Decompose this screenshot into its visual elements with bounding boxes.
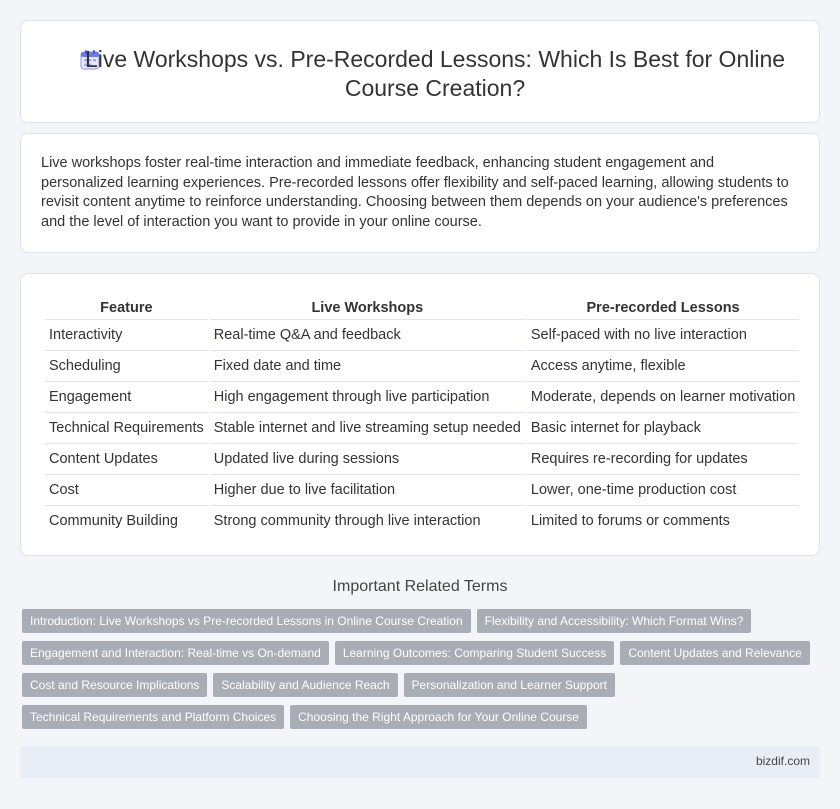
related-term-tag[interactable]: Scalability and Audience Reach xyxy=(213,673,397,697)
related-term-tag[interactable]: Flexibility and Accessibility: Which Format Wins? xyxy=(477,609,752,633)
site-link[interactable]: bizdif.com xyxy=(755,754,810,768)
feature-cell: Technical Requirements xyxy=(45,413,208,444)
intro-card xyxy=(20,133,820,253)
recorded-cell: Moderate, depends on learner motivation xyxy=(527,382,799,413)
title-card xyxy=(20,20,820,123)
comparison-card xyxy=(20,273,820,556)
feature-cell: Community Building xyxy=(49,513,178,529)
related-term-tag[interactable]: Content Updates and Relevance xyxy=(620,641,809,665)
live-cell: Higher due to live facilitation xyxy=(210,475,525,506)
related-term-tag[interactable]: Technical Requirements and Platform Choices xyxy=(22,705,284,729)
comparison-table xyxy=(43,295,801,536)
table-row xyxy=(45,444,799,475)
feature-cell: Engagement xyxy=(45,382,208,413)
recorded-cell: Requires re-recording for updates xyxy=(527,444,799,475)
live-cell: Updated live during sessions xyxy=(210,444,525,475)
feature-cell: Cost xyxy=(45,475,208,506)
recorded-cell: Limited to forums or comments xyxy=(530,513,730,529)
table-row xyxy=(45,413,799,444)
related-term-tag[interactable]: Introduction: Live Workshops vs Pre-recorded Lessons in Online Course Creation xyxy=(22,609,471,633)
related-term-tag[interactable]: Learning Outcomes: Comparing Student Success xyxy=(335,641,614,665)
live-cell: Stable internet and live streaming setup needed xyxy=(210,413,525,444)
live-cell: Real-time Q&A and feedback xyxy=(210,320,525,351)
table-row xyxy=(45,475,799,506)
table-row xyxy=(45,320,799,351)
table-row xyxy=(45,506,799,536)
recorded-cell: Self-paced with no live interaction xyxy=(527,320,799,351)
recorded-cell: Access anytime, flexible xyxy=(527,351,799,382)
header-pre-recorded-lessons: Pre-recorded Lessons xyxy=(527,295,799,320)
table-row xyxy=(45,351,799,382)
feature-cell: Interactivity xyxy=(45,320,208,351)
header-live-workshops: Live Workshops xyxy=(210,295,525,320)
related-terms-heading: Important Related Terms xyxy=(332,578,508,595)
related-term-tag[interactable]: Engagement and Interaction: Real-time vs On-demand xyxy=(22,641,329,665)
header-feature: Feature xyxy=(45,295,208,320)
live-cell: Strong community through live interaction xyxy=(213,513,481,529)
intro-paragraph: Live workshops foster real-time interaction and immediate feedback, enhancing student engagement and personalized learning experiences. Pre-recorded lessons offer flexibility and self-paced learning, allowing students to revisit content anytime to reinforce understanding. Choosing between them depends on your audience's preferences and the level of interaction you want to provide in your online course. xyxy=(41,155,789,230)
live-cell: Fixed date and time xyxy=(210,351,525,382)
footer xyxy=(20,746,820,778)
page-title: Live Workshops vs. Pre-Recorded Lessons: Which Is Best for Online Course Creation? xyxy=(84,46,786,101)
related-term-tag[interactable]: Cost and Resource Implications xyxy=(22,673,207,697)
related-term-tag[interactable]: Choosing the Right Approach for Your Online Course xyxy=(290,705,587,729)
recorded-cell: Lower, one-time production cost xyxy=(527,475,799,506)
recorded-cell: Basic internet for playback xyxy=(527,413,799,444)
feature-cell: Scheduling xyxy=(45,351,208,382)
feature-cell: Content Updates xyxy=(45,444,208,475)
table-row xyxy=(45,382,799,413)
related-term-tag[interactable]: Personalization and Learner Support xyxy=(404,673,615,697)
related-terms-list xyxy=(22,609,822,729)
table-header-row xyxy=(45,295,799,320)
live-cell: High engagement through live participation xyxy=(210,382,525,413)
